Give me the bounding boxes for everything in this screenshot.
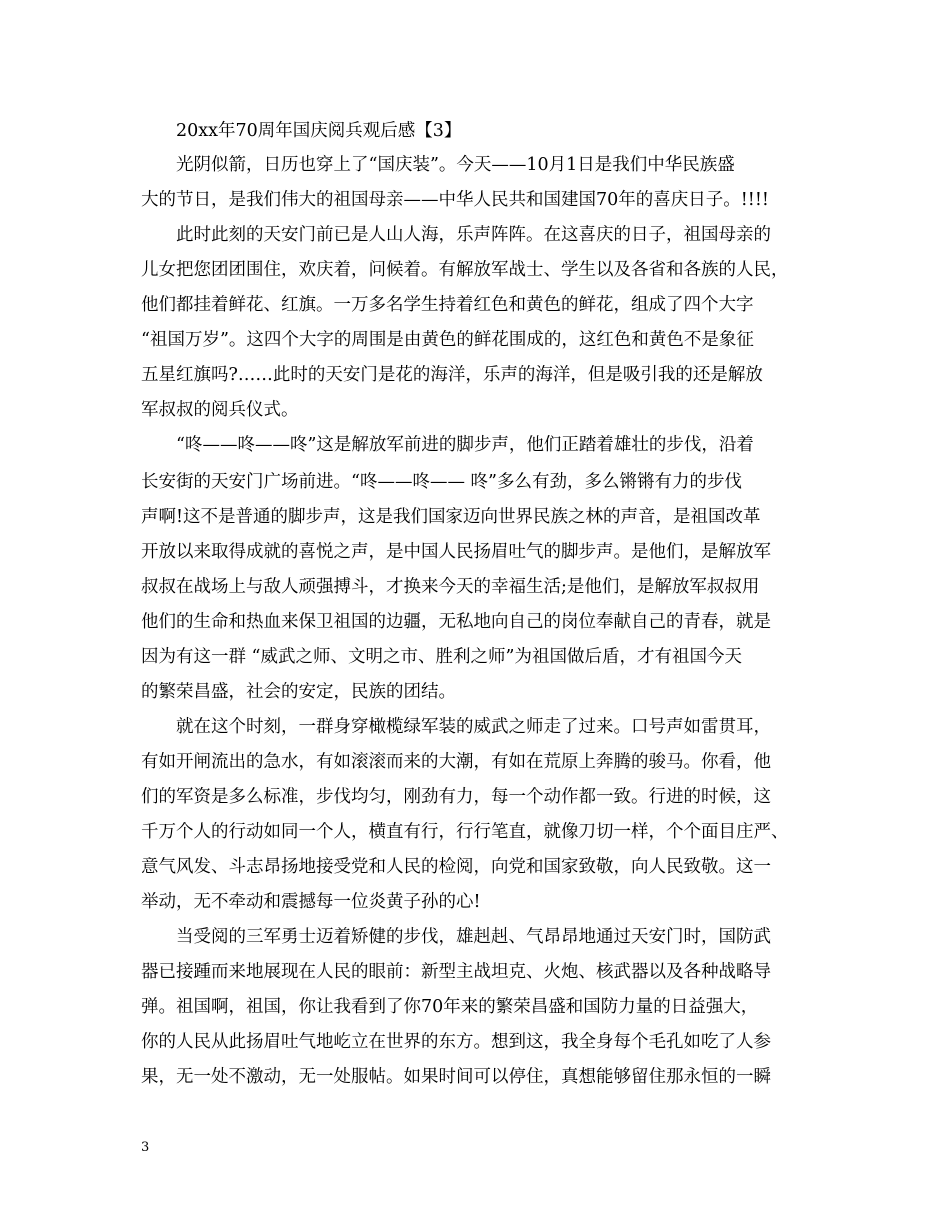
paragraph-line: 大的节日，是我们伟大的祖国母亲——中华人民共和国建国70年的喜庆日子。!!!! xyxy=(141,190,769,210)
paragraph-line: 弹。祖国啊，祖国，你让我看到了你70年来的繁荣昌盛和国防力量的日益强大， xyxy=(141,997,759,1017)
paragraph-line: 器已接踵而来地展现在人民的眼前：新型主战坦克、火炮、核武器以及各种战略导 xyxy=(141,962,771,982)
paragraph-line: 的繁荣昌盛，社会的安定，民族的团结。 xyxy=(141,682,456,702)
page-number: 3 xyxy=(141,1140,150,1155)
paragraph-line: 千万个人的行动如同一个人，横直有行，行行笔直，就像刀切一样，个个面目庄严、 xyxy=(141,822,789,842)
paragraph-line: 们的军资是多么标准，步伐均匀，刚劲有力，每一个动作都一致。行进的时候，这 xyxy=(141,787,771,807)
paragraph-line: 他们的生命和热血来保卫祖国的边疆，无私地向自己的岗位奉献自己的青春，就是 xyxy=(141,612,771,632)
paragraph-line: 声啊!这不是普通的脚步声，这是我们国家迈向世界民族之林的声音，是祖国改革 xyxy=(141,507,761,527)
paragraph-line: 因为有这一群 “威武之师、文明之市、胜利之师”为祖国做后盾，才有祖国今天 xyxy=(141,647,742,667)
paragraph-line: 儿女把您团团围住，欢庆着，问候着。有解放军战士、学生以及各省和各族的人民， xyxy=(141,260,789,280)
paragraph-line: “咚——咚——咚”这是解放军前进的脚步声，他们正踏着雄壮的步伐，沿着 xyxy=(176,435,754,455)
paragraph-line: 举动，无不牵动和震撼每一位炎黄子孙的心! xyxy=(141,892,481,912)
paragraph-line: 此时此刻的天安门前已是人山人海，乐声阵阵。在这喜庆的日子，祖国母亲的 xyxy=(176,225,771,245)
document-title: 20xx年70周年国庆阅兵观后感【3】 xyxy=(176,121,462,141)
paragraph-line: 光阴似箭，日历也穿上了“国庆装”。今天——10月1日是我们中华民族盛 xyxy=(176,155,735,175)
paragraph-line: 果，无一处不激动，无一处服帖。如果时间可以停住，真想能够留住那永恒的一瞬 xyxy=(141,1067,771,1087)
paragraph-line: 你的人民从此扬眉吐气地屹立在世界的东方。想到这，我全身每个毛孔如吃了人参 xyxy=(141,1032,771,1052)
paragraph-line: 他们都挂着鲜花、红旗。一万多名学生持着红色和黄色的鲜花，组成了四个大字 xyxy=(141,295,754,315)
paragraph-line: 当受阅的三军勇士迈着矫健的步伐，雄赳赳、气昂昂地通过天安门时，国防武 xyxy=(176,927,771,947)
paragraph-line: “祖国万岁”。这四个大字的周围是由黄色的鲜花围成的，这红色和黄色不是象征 xyxy=(141,330,754,350)
paragraph-line: 军叔叔的阅兵仪式。 xyxy=(141,400,299,420)
paragraph-line: 叔叔在战场上与敌人顽强搏斗，才换来今天的幸福生活;是他们，是解放军叔叔用 xyxy=(141,577,760,597)
paragraph-line: 就在这个时刻，一群身穿橄榄绿军装的威武之师走了过来。口号声如雷贯耳， xyxy=(176,717,771,737)
paragraph-line: 意气风发、斗志昂扬地接受党和人民的检阅，向党和国家致敬，向人民致敬。这一 xyxy=(141,857,771,877)
paragraph-line: 长安街的天安门广场前进。“咚——咚—— 咚”多么有劲，多么锵锵有力的步伐 xyxy=(141,472,742,492)
paragraph-line: 有如开闸流出的急水，有如滚滚而来的大潮，有如在荒原上奔腾的骏马。你看，他 xyxy=(141,752,771,772)
paragraph-line: 开放以来取得成就的喜悦之声，是中国人民扬眉吐气的脚步声。是他们，是解放军 xyxy=(141,542,771,562)
paragraph-line: 五星红旗吗?……此时的天安门是花的海洋，乐声的海洋，但是吸引我的还是解放 xyxy=(141,365,763,385)
